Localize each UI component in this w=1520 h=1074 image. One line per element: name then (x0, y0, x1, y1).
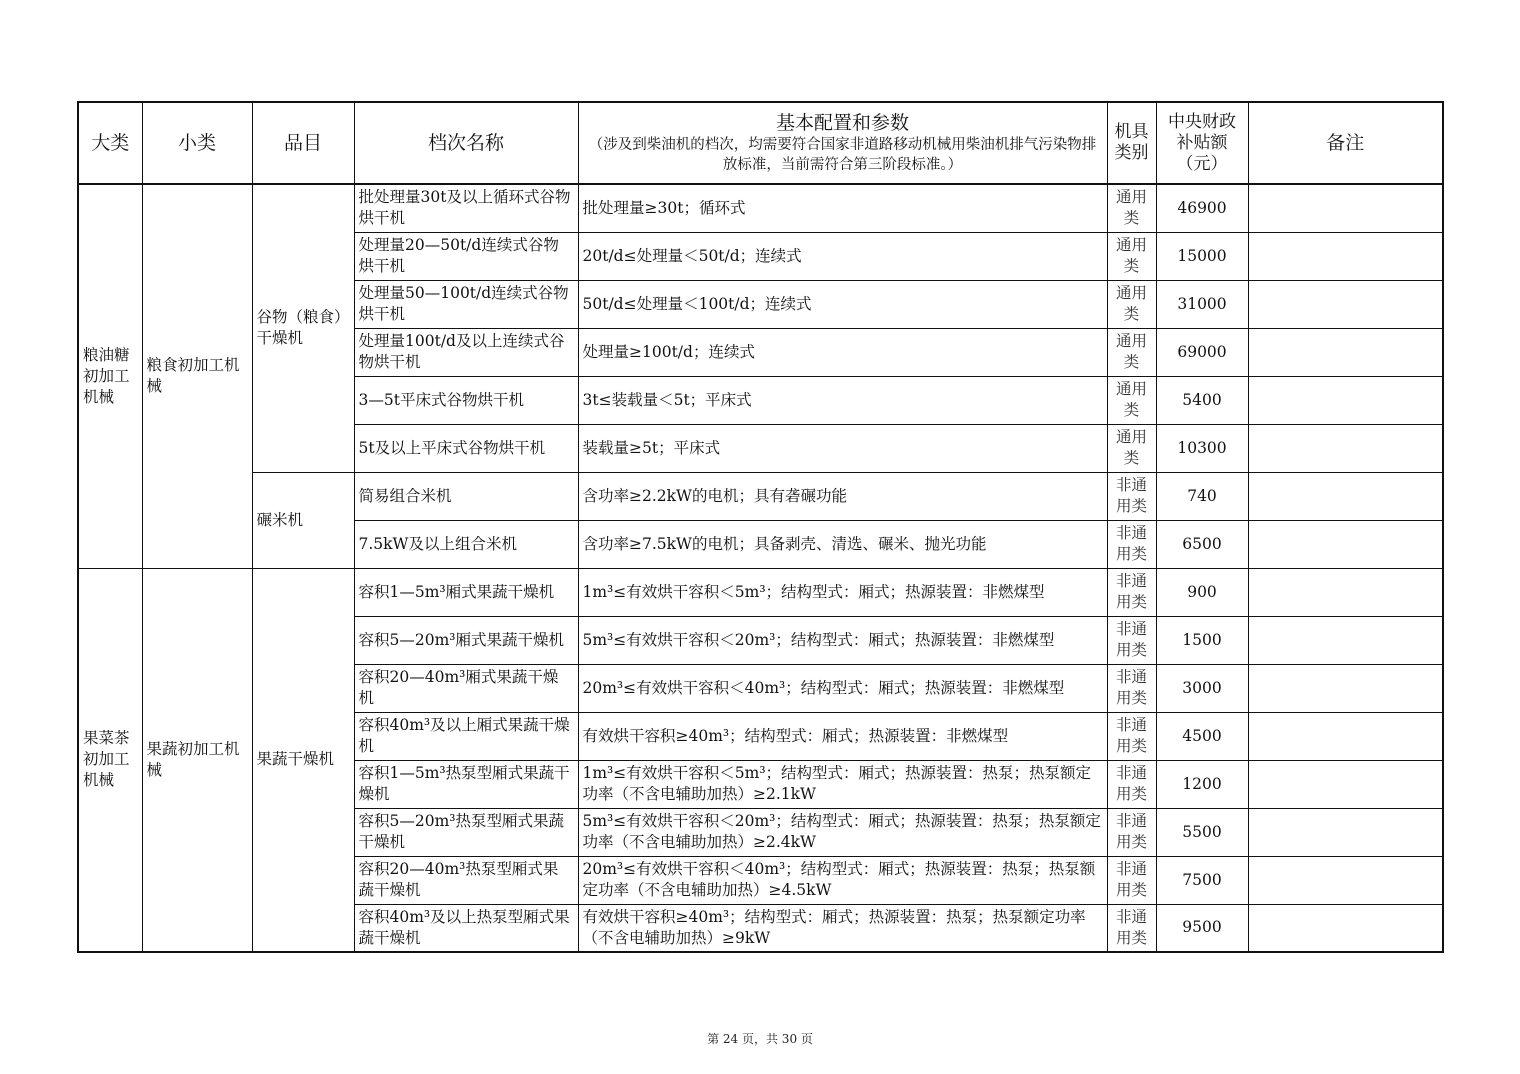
spec-cell: 5m³≤有效烘干容积＜20m³；结构型式：厢式；热源装置：非燃煤型 (578, 616, 1107, 664)
grade-name-cell: 5t及以上平床式谷物烘干机 (354, 424, 578, 472)
grade-name-cell: 批处理量30t及以上循环式谷物烘干机 (354, 184, 578, 232)
remark-cell (1248, 856, 1443, 904)
spec-cell: 50t/d≤处理量＜100t/d；连续式 (578, 280, 1107, 328)
table-row (78, 472, 1443, 520)
remark-cell (1248, 616, 1443, 664)
machine-type-cell: 通用类 (1107, 184, 1156, 232)
remark-cell (1248, 760, 1443, 808)
grade-name-cell: 容积1—5m³热泵型厢式果蔬干燥机 (354, 760, 578, 808)
subsidy-amount-cell: 900 (1156, 568, 1248, 616)
subsidy-amount-cell: 31000 (1156, 280, 1248, 328)
subsidy-amount-cell: 9500 (1156, 904, 1248, 952)
header-grade-name: 档次名称 (354, 102, 578, 184)
remark-cell (1248, 472, 1443, 520)
machine-type-cell: 非通用类 (1107, 568, 1156, 616)
spec-cell: 含功率≥2.2kW的电机；具有砻碾功能 (578, 472, 1107, 520)
spec-cell: 20m³≤有效烘干容积＜40m³；结构型式：厢式；热源装置：非燃煤型 (578, 664, 1107, 712)
grade-name-cell: 容积40m³及以上厢式果蔬干燥机 (354, 712, 578, 760)
header-spec (578, 102, 1107, 184)
spec-cell: 含功率≥7.5kW的电机；具备剥壳、清选、碾米、抛光功能 (578, 520, 1107, 568)
machine-type-cell: 通用类 (1107, 232, 1156, 280)
remark-cell (1248, 376, 1443, 424)
subsidy-table (77, 101, 1444, 953)
subsidy-amount-cell: 69000 (1156, 328, 1248, 376)
header-machine-type: 机具类别 (1107, 102, 1156, 184)
table-body (78, 184, 1443, 952)
grade-name-cell: 7.5kW及以上组合米机 (354, 520, 578, 568)
remark-cell (1248, 808, 1443, 856)
subsidy-amount-cell: 3000 (1156, 664, 1248, 712)
machine-type-cell: 非通用类 (1107, 760, 1156, 808)
spec-cell: 1m³≤有效烘干容积＜5m³；结构型式：厢式；热源装置：非燃煤型 (578, 568, 1107, 616)
remark-cell (1248, 568, 1443, 616)
spec-cell: 1m³≤有效烘干容积＜5m³；结构型式：厢式；热源装置：热泵；热泵额定功率（不含电辅助加热）≥2.1kW (578, 760, 1107, 808)
remark-cell (1248, 712, 1443, 760)
machine-type-cell: 非通用类 (1107, 664, 1156, 712)
header-subsidy: 中央财政补贴额（元） (1156, 102, 1248, 184)
item-cell: 果蔬干燥机 (252, 568, 354, 952)
machine-type-cell: 通用类 (1107, 424, 1156, 472)
subsidy-amount-cell: 4500 (1156, 712, 1248, 760)
grade-name-cell: 简易组合米机 (354, 472, 578, 520)
page-footer: 第 24 页，共 30 页 (707, 1032, 813, 1046)
table-row (78, 184, 1443, 232)
grade-name-cell: 容积1—5m³厢式果蔬干燥机 (354, 568, 578, 616)
subcategory-cell: 粮食初加工机械 (142, 184, 252, 568)
spec-cell: 3t≤装载量＜5t；平床式 (578, 376, 1107, 424)
header-category: 大类 (78, 102, 142, 184)
table-row (78, 568, 1443, 616)
spec-cell: 装载量≥5t；平床式 (578, 424, 1107, 472)
machine-type-cell: 非通用类 (1107, 616, 1156, 664)
header-spec-note: （涉及到柴油机的档次，均需要符合国家非道路移动机械用柴油机排气污染物排放标准，当前需符合第三阶段标准。） (588, 136, 1097, 173)
spec-cell: 有效烘干容积≥40m³；结构型式：厢式；热源装置：热泵；热泵额定功率（不含电辅助加热）≥9kW (578, 904, 1107, 952)
grade-name-cell: 处理量50—100t/d连续式谷物烘干机 (354, 280, 578, 328)
machine-type-cell: 非通用类 (1107, 904, 1156, 952)
machine-type-cell: 非通用类 (1107, 520, 1156, 568)
grade-name-cell: 处理量100t/d及以上连续式谷物烘干机 (354, 328, 578, 376)
subcategory-cell: 果蔬初加工机械 (142, 568, 252, 952)
machine-type-cell: 非通用类 (1107, 712, 1156, 760)
subsidy-amount-cell: 6500 (1156, 520, 1248, 568)
machine-type-cell: 通用类 (1107, 280, 1156, 328)
remark-cell (1248, 184, 1443, 232)
machine-type-cell: 非通用类 (1107, 472, 1156, 520)
item-cell: 碾米机 (252, 472, 354, 568)
machine-type-cell: 非通用类 (1107, 856, 1156, 904)
remark-cell (1248, 232, 1443, 280)
header-remarks: 备注 (1248, 102, 1443, 184)
machine-type-cell: 通用类 (1107, 376, 1156, 424)
machine-type-cell: 非通用类 (1107, 808, 1156, 856)
remark-cell (1248, 904, 1443, 952)
remark-cell (1248, 328, 1443, 376)
spec-cell: 20m³≤有效烘干容积＜40m³；结构型式：厢式；热源装置：热泵；热泵额定功率（不含电辅助加热）≥4.5kW (578, 856, 1107, 904)
header-row (78, 102, 1443, 184)
grade-name-cell: 容积20—40m³厢式果蔬干燥机 (354, 664, 578, 712)
subsidy-amount-cell: 1500 (1156, 616, 1248, 664)
subsidy-amount-cell: 5400 (1156, 376, 1248, 424)
category-cell: 粮油糖初加工机械 (78, 184, 142, 568)
grade-name-cell: 容积5—20m³厢式果蔬干燥机 (354, 616, 578, 664)
remark-cell (1248, 664, 1443, 712)
grade-name-cell: 容积5—20m³热泵型厢式果蔬干燥机 (354, 808, 578, 856)
subsidy-amount-cell: 7500 (1156, 856, 1248, 904)
remark-cell (1248, 424, 1443, 472)
subsidy-amount-cell: 15000 (1156, 232, 1248, 280)
grade-name-cell: 处理量20—50t/d连续式谷物烘干机 (354, 232, 578, 280)
grade-name-cell: 容积40m³及以上热泵型厢式果蔬干燥机 (354, 904, 578, 952)
item-cell: 谷物（粮食）干燥机 (252, 184, 354, 472)
remark-cell (1248, 520, 1443, 568)
header-item: 品目 (252, 102, 354, 184)
subsidy-amount-cell: 740 (1156, 472, 1248, 520)
subsidy-amount-cell: 5500 (1156, 808, 1248, 856)
grade-name-cell: 容积20—40m³热泵型厢式果蔬干燥机 (354, 856, 578, 904)
header-spec-title: 基本配置和参数 (775, 111, 909, 134)
subsidy-amount-cell: 46900 (1156, 184, 1248, 232)
table-header (78, 102, 1443, 184)
header-subcategory: 小类 (142, 102, 252, 184)
category-cell: 果菜茶初加工机械 (78, 568, 142, 952)
spec-cell: 5m³≤有效烘干容积＜20m³；结构型式：厢式；热源装置：热泵；热泵额定功率（不含电辅助加热）≥2.4kW (578, 808, 1107, 856)
spec-cell: 有效烘干容积≥40m³；结构型式：厢式；热源装置：非燃煤型 (578, 712, 1107, 760)
remark-cell (1248, 280, 1443, 328)
spec-cell: 20t/d≤处理量＜50t/d；连续式 (578, 232, 1107, 280)
machine-type-cell: 通用类 (1107, 328, 1156, 376)
spec-cell: 处理量≥100t/d；连续式 (578, 328, 1107, 376)
subsidy-amount-cell: 10300 (1156, 424, 1248, 472)
grade-name-cell: 3—5t平床式谷物烘干机 (354, 376, 578, 424)
spec-cell: 批处理量≥30t；循环式 (578, 184, 1107, 232)
subsidy-amount-cell: 1200 (1156, 760, 1248, 808)
